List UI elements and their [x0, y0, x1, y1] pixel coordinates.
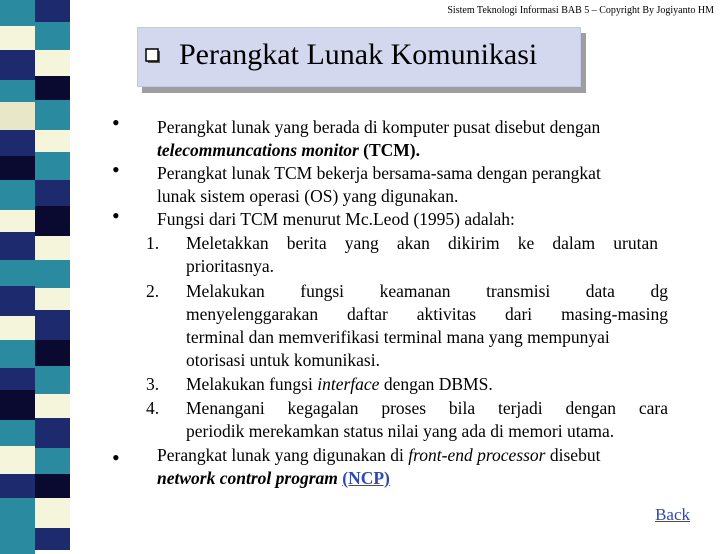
item-3-line-1: Melakukan fungsi interface dengan DBMS.	[186, 374, 493, 394]
decorative-side-strip	[0, 0, 70, 540]
strip-block	[35, 498, 70, 528]
strip-block	[35, 130, 70, 152]
bullet-4-line-1: Perangkat lunak yang digunakan di front-end processor disebut	[157, 445, 601, 465]
page-title: Perangkat Lunak Komunikasi	[179, 38, 538, 71]
strip-block	[35, 474, 70, 498]
strip-block	[0, 0, 35, 26]
bullet-1-line-1: Perangkat lunak yang berada di komputer pusat disebut dengan	[157, 117, 601, 137]
bullet-3-line-1: Fungsi dari TCM menurut Mc.Leod (1995) adalah:	[157, 209, 515, 229]
strip-block	[0, 102, 35, 130]
strip-block	[35, 100, 70, 130]
bullet-1-line-2: telecommuncations monitor (TCM).	[157, 140, 420, 160]
bullet-dot: •	[112, 157, 120, 182]
page-header: Sistem Teknologi Informasi BAB 5 – Copyright By Jogiyanto HM	[447, 5, 714, 16]
strip-block	[0, 390, 35, 420]
strip-block	[0, 210, 35, 232]
strip-block	[0, 180, 35, 210]
strip-block	[35, 288, 70, 310]
strip-block	[0, 156, 35, 180]
strip-block	[0, 130, 35, 156]
bullet-2-line-1: Perangkat lunak TCM bekerja bersama-sama dengan perangkat	[157, 163, 601, 183]
strip-block	[0, 528, 35, 554]
item-2-line-2: menyelenggarakan daftar aktivitas dari masing-masing	[186, 304, 668, 324]
strip-block	[0, 474, 35, 498]
item-number: 2.	[146, 281, 160, 301]
strip-block	[35, 180, 70, 206]
strip-block	[35, 340, 70, 366]
item-1-line-1: Meletakkan berita yang akan dikirim ke dalam urutan	[186, 233, 658, 253]
strip-block	[0, 368, 35, 390]
strip-block	[35, 260, 70, 288]
strip-block	[35, 528, 70, 550]
strip-block	[35, 76, 70, 100]
strip-block	[0, 498, 35, 528]
strip-block	[0, 316, 35, 340]
item-2-line-4: otorisasi untuk komunikasi.	[186, 350, 380, 370]
strip-block	[35, 394, 70, 418]
item-4-line-1: Menangani kegagalan proses bila terjadi dengan cara	[186, 398, 668, 418]
strip-block	[35, 236, 70, 260]
strip-block	[35, 152, 70, 180]
strip-block	[0, 286, 35, 316]
back-link[interactable]: Back	[655, 505, 690, 524]
strip-block	[35, 448, 70, 474]
bullet-4-line-2: network control program (NCP)	[157, 468, 390, 488]
strip-block	[35, 50, 70, 76]
strip-block	[35, 418, 70, 448]
strip-block	[0, 340, 35, 368]
checkbox-bullet-icon	[145, 48, 161, 64]
strip-block	[0, 80, 35, 102]
strip-block	[0, 50, 35, 80]
strip-block	[35, 366, 70, 394]
item-number: 1.	[146, 233, 160, 253]
strip-block	[35, 310, 70, 340]
bullet-dot: •	[112, 203, 120, 228]
strip-block	[0, 420, 35, 446]
item-2-line-1: Melakukan fungsi keamanan transmisi data dg	[186, 281, 668, 301]
strip-block	[0, 232, 35, 260]
item-2-line-3: terminal dan memverifikasi terminal mana yang mempunyai	[186, 327, 610, 347]
bullet-dot: •	[112, 445, 120, 470]
bullet-dot: •	[112, 110, 120, 135]
strip-block	[0, 26, 35, 50]
strip-block	[35, 206, 70, 236]
bullet-2-line-2: lunak sistem operasi (OS) yang digunakan.	[157, 186, 459, 206]
item-number: 3.	[146, 374, 160, 394]
item-1-line-2: prioritasnya.	[186, 256, 274, 276]
ncp-link[interactable]: (NCP)	[342, 468, 390, 488]
strip-block	[0, 446, 35, 474]
item-number: 4.	[146, 398, 160, 418]
title-banner	[137, 27, 581, 87]
strip-block	[35, 0, 70, 22]
strip-block	[0, 260, 35, 286]
strip-block	[35, 22, 70, 50]
item-4-line-2: periodik merekamkan status nilai yang ada di memori utama.	[186, 421, 615, 441]
